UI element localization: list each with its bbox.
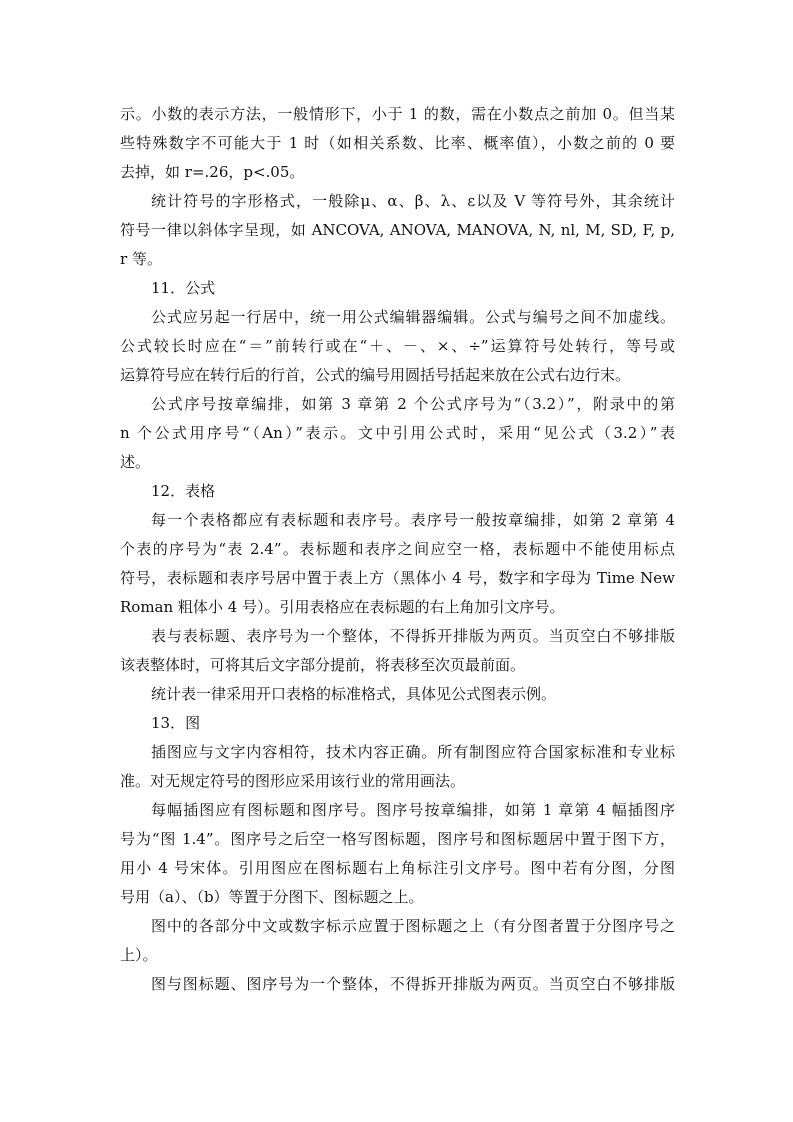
text-line: 表与表标题、表序号为一个整体，不得拆开排版为两页。当页空白不够排版 — [151, 627, 675, 645]
paragraph-table-format — [120, 680, 675, 709]
text-line: 号为“图 1.4”。图序号之后空一格写图标题，图序号和图标题居中置于图下方， — [120, 830, 675, 848]
text-line: 去掉，如 r=.26，p<.05。 — [120, 163, 305, 181]
paragraph-decimal-format — [120, 100, 675, 187]
paragraph-figure-whole — [120, 970, 675, 999]
text-line: 些特殊数字不可能大于 1 时（如相关系数、比率、概率值），小数之前的 0 要 — [120, 134, 675, 152]
text-line: 每一个表格都应有表标题和表序号。表序号一般按章编排，如第 2 章第 4 — [151, 511, 675, 529]
paragraph-table-title — [120, 506, 675, 622]
document-page — [120, 100, 675, 999]
text-line: 准。对无规定符号的图形应采用该行业的常用画法。 — [120, 772, 466, 790]
text-line: 符号一律以斜体字呈现，如 ANCOVA, ANOVA, MANOVA, N, nl, M, SD, F, p, — [120, 221, 675, 239]
paragraph-statistical-symbols — [120, 187, 675, 274]
text-line: 个表的序号为“表 2.4”。表标题和表序之间应空一格，表标题中不能使用标点 — [120, 540, 675, 558]
text-line: 图与图标题、图序号为一个整体，不得拆开排版为两页。当页空白不够排版 — [151, 975, 675, 993]
section-heading-figure: 13．图 — [151, 714, 201, 732]
text-line: 该表整体时，可将其后文字部分提前，将表移至次页最前面。 — [120, 656, 526, 674]
text-line: 统计符号的字形格式，一般除μ、α、β、λ、ε以及 V 等符号外，其余统计 — [151, 192, 675, 210]
text-line: 公式应另起一行居中，统一用公式编辑器编辑。公式与编号之间不加虚线。 — [151, 308, 675, 326]
text-line: r 等。 — [120, 250, 162, 268]
paragraph-figure-content — [120, 738, 675, 796]
paragraph-formula-numbering — [120, 390, 675, 477]
text-line: 插图应与文字内容相符，技术内容正确。所有制图应符合国家标准和专业标 — [151, 743, 675, 761]
text-line: 示。小数的表示方法，一般情形下，小于 1 的数，需在小数点之前加 0。但当某 — [120, 105, 675, 123]
paragraph-figure-title — [120, 796, 675, 912]
text-line: 上）。 — [120, 946, 158, 964]
paragraph-figure-labels — [120, 912, 675, 970]
text-line: 公式序号按章编排，如第 3 章第 2 个公式序号为“（3.2）”，附录中的第 — [151, 395, 675, 413]
text-line: n 个公式用序号“（An）”表示。文中引用公式时，采用“见公式（3.2）”表 — [120, 424, 675, 442]
text-line: Roman 粗体小 4 号）。引用表格应在表标题的右上角加引文序号。 — [120, 598, 565, 616]
section-heading-table: 12．表格 — [151, 482, 216, 500]
paragraph-table-whole — [120, 622, 675, 680]
text-line: 图中的各部分中文或数字标示应置于图标题之上（有分图者置于分图序号之 — [151, 917, 675, 935]
text-line: 号用（a）、（b）等置于分图下、图标题之上。 — [120, 888, 424, 906]
section-heading-formula: 11．公式 — [151, 279, 216, 297]
text-line: 述。 — [120, 453, 151, 471]
paragraph-formula-layout — [120, 303, 675, 390]
text-line: 统计表一律采用开口表格的标准格式，具体见公式图表示例。 — [151, 685, 557, 703]
text-line: 运算符号应在转行后的行首，公式的编号用圆括号括起来放在公式右边行末。 — [120, 366, 631, 384]
text-line: 符号，表标题和表序号居中置于表上方（黑体小 4 号，数字和字母为 Time New — [120, 569, 675, 587]
text-line: 用小 4 号宋体。引用图应在图标题右上角标注引文序号。图中若有分图，分图 — [120, 859, 675, 877]
text-line: 每幅插图应有图标题和图序号。图序号按章编排，如第 1 章第 4 幅插图序 — [151, 801, 675, 819]
text-line: 公式较长时应在“＝”前转行或在“＋、－、×、÷”运算符号处转行，等号或 — [120, 337, 675, 355]
